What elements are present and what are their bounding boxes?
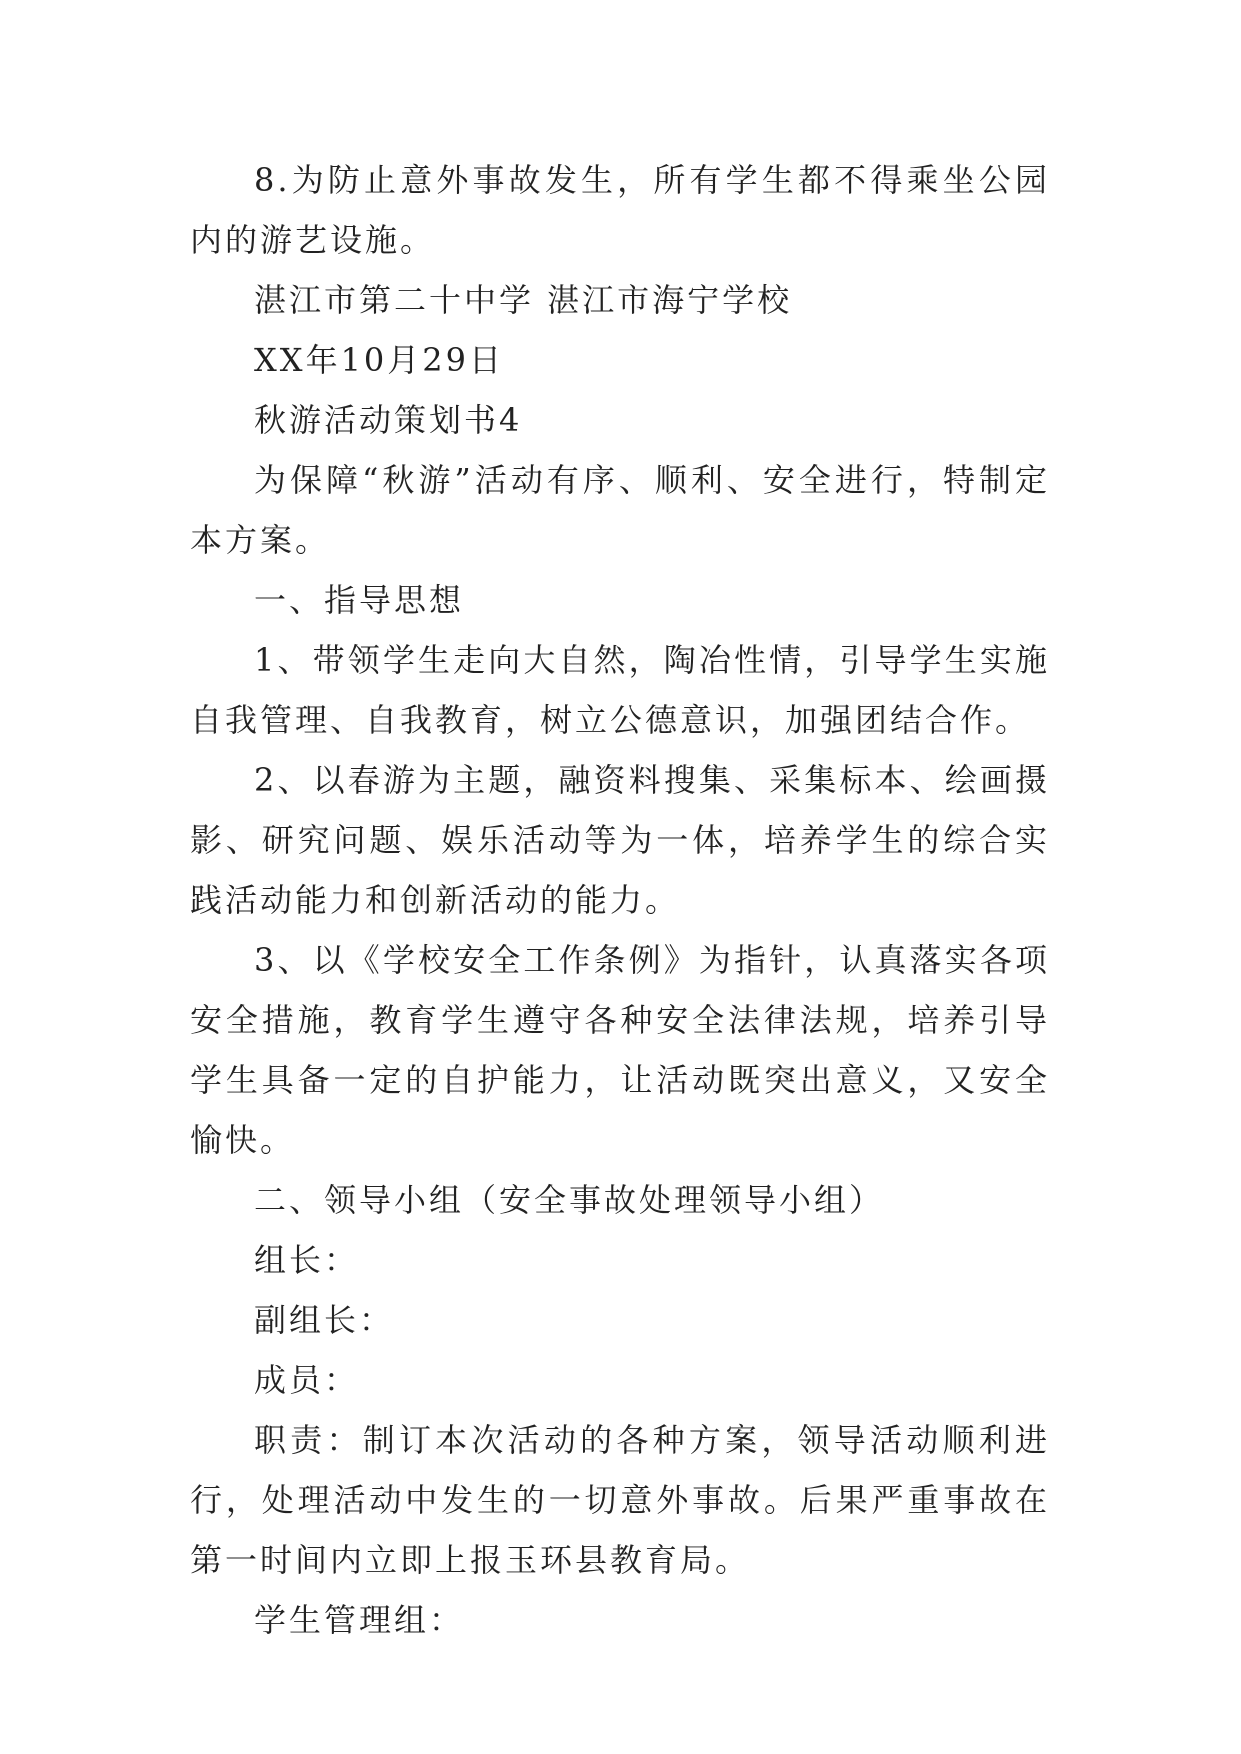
section-heading-guiding-ideas: 一、指导思想 [254,581,465,619]
paragraph-intro: 为保障“秋游”活动有序、顺利、安全进行，特制定本方案。 [190,461,1050,559]
section-heading-leadership-group: 二、领导小组（安全事故处理领导小组） [254,1181,885,1219]
paragraph-guiding-item-2: 2、以春游为主题，融资料搜集、采集标本、绘画摄影、研究问题、娱乐活动等为一体，培养学生的综合实践活动能力和创新活动的能力。 [190,761,1050,919]
paragraph-deputy-leader: 副组长： [254,1301,395,1339]
paragraph-student-management-group: 学生管理组： [254,1601,465,1639]
paragraph-school-names: 湛江市第二十中学 湛江市海宁学校 [254,281,793,319]
paragraph-plan-title: 秋游活动策划书4 [254,401,523,439]
paragraph-duties: 职责：制订本次活动的各种方案，领导活动顺利进行，处理活动中发生的一切意外事故。后果严重事故在第一时间内立即上报玉环县教育局。 [190,1421,1050,1579]
paragraph-members: 成员： [254,1361,360,1399]
paragraph-guiding-item-1: 1、带领学生走向大自然，陶冶性情，引导学生实施自我管理、自我教育，树立公德意识，加强团结合作。 [190,641,1050,739]
paragraph-date: XX年10月29日 [254,341,505,379]
paragraph-guiding-item-3: 3、以《学校安全工作条例》为指针，认真落实各项安全措施，教育学生遵守各种安全法律法规，培养引导学生具备一定的自护能力，让活动既突出意义，又安全愉快。 [190,941,1050,1159]
document-body [190,150,1050,1650]
paragraph-group-leader: 组长： [254,1241,360,1279]
paragraph-safety-rule-8: 8.为防止意外事故发生，所有学生都不得乘坐公园内的游艺设施。 [190,161,1050,259]
